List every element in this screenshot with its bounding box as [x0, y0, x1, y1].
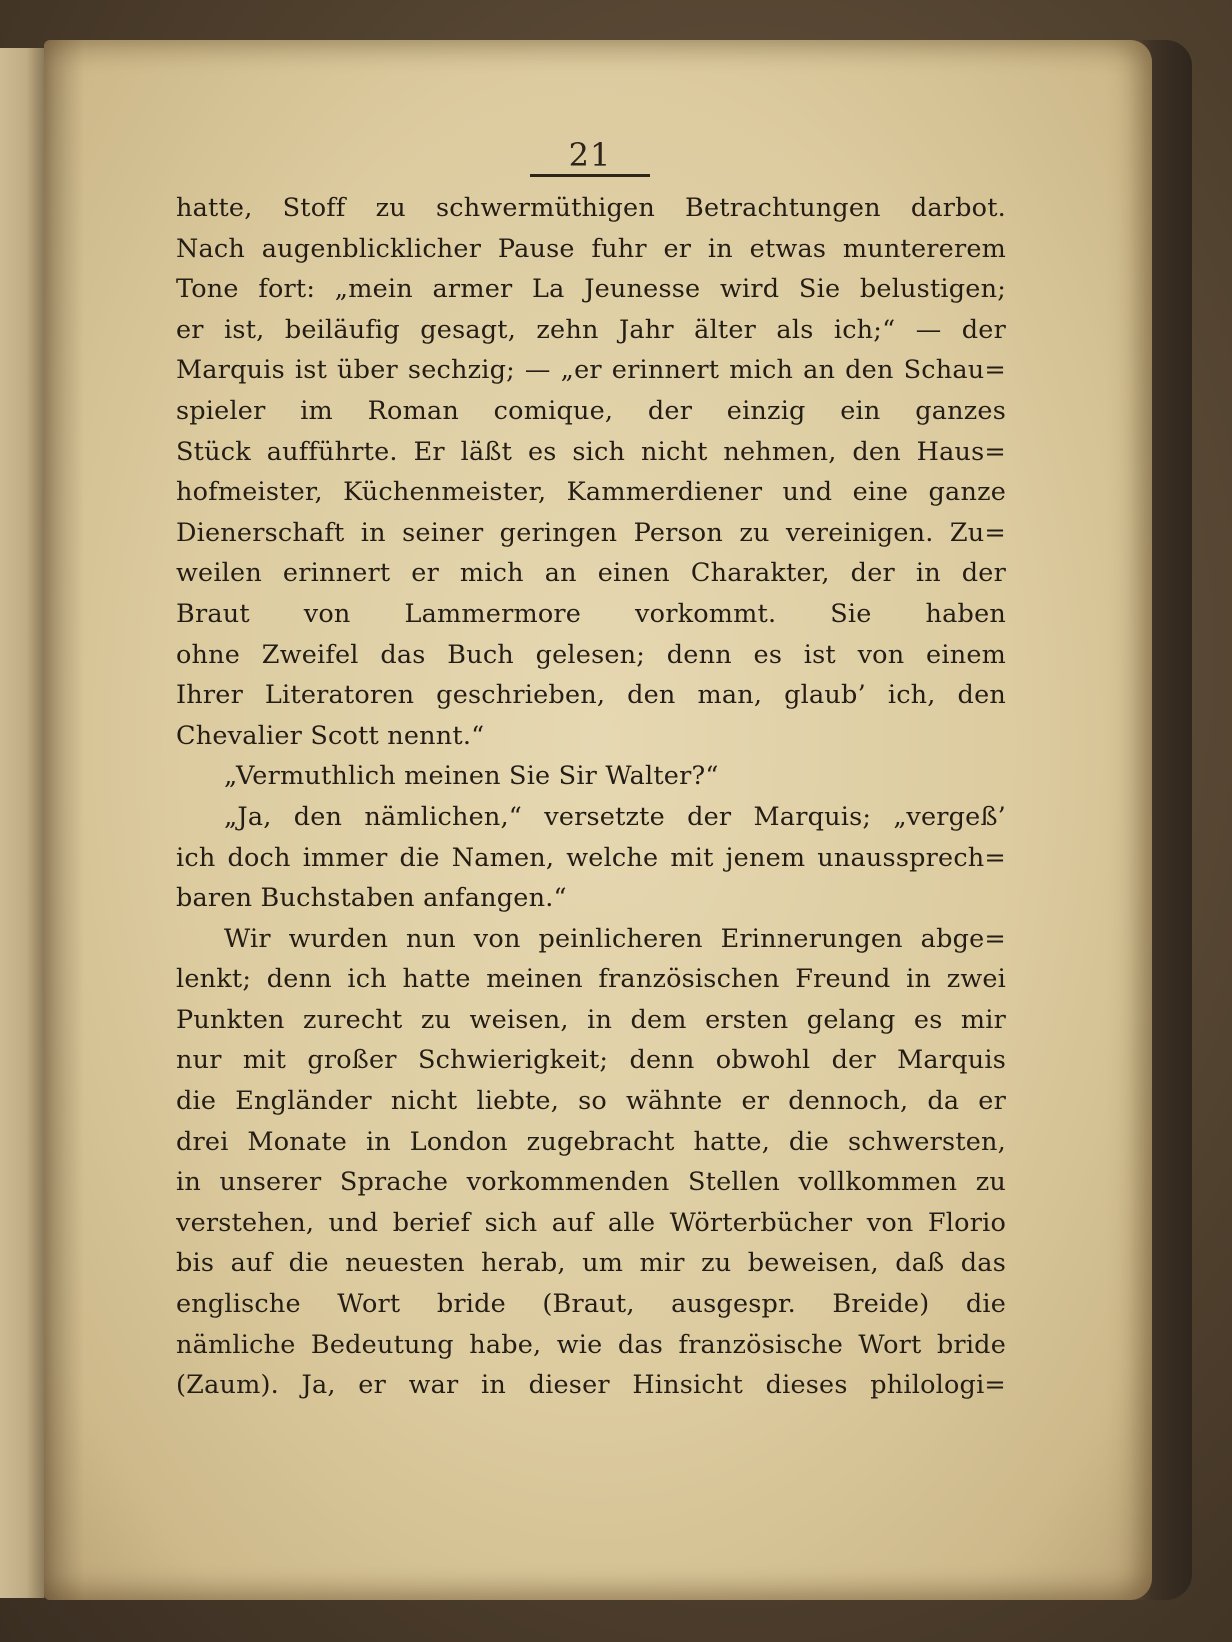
text-line: weilen erinnert er mich an einen Charakter, der in der	[176, 558, 1006, 589]
text-line: Stück aufführte. Er läßt es sich nicht nehmen, den Haus=	[176, 436, 1006, 467]
text-line: nur mit großer Schwierigkeit; denn obwohl der Marquis	[176, 1045, 1006, 1076]
text-line: Dienerschaft in seiner geringen Person zu vereinigen. Zu=	[176, 517, 1006, 548]
text-line: (Zaum). Ja, er war in dieser Hinsicht dieses philologi=	[176, 1370, 1006, 1401]
text-line: Tone fort: „mein armer La Jeunesse wird Sie belustigen;	[176, 274, 1006, 305]
text-line: Marquis ist über sechzig; — „er erinnert mich an den Schau=	[176, 355, 1006, 386]
text-line: verstehen, und berief sich auf alle Wörterbücher von Florio	[176, 1207, 1006, 1238]
text-line: Nach augenblicklicher Pause fuhr er in etwas muntererem	[176, 233, 1006, 264]
text-line: nämliche Bedeutung habe, wie das französische Wort bride	[176, 1329, 1006, 1360]
text-line: bis auf die neuesten herab, um mir zu beweisen, daß das	[176, 1248, 1006, 1279]
text-line: „Vermuthlich meinen Sie Sir Walter?“	[224, 761, 719, 792]
text-line: „Ja, den nämlichen,“ versetzte der Marquis; „vergeß’	[224, 801, 1006, 832]
text-line: er ist, beiläufig gesagt, zehn Jahr älter als ich;“ — der	[176, 314, 1006, 345]
text-line: englische Wort bride (Braut, ausgespr. Breide) die	[176, 1289, 1006, 1320]
text-line: hatte, Stoff zu schwermüthigen Betrachtungen darbot.	[176, 193, 1006, 223]
text-line: lenkt; denn ich hatte meinen französischen Freund in zwei	[176, 964, 1006, 995]
text-line: ich doch immer die Namen, welche mit jenem unaussprech=	[176, 842, 1006, 873]
text-line: drei Monate in London zugebracht hatte, die schwersten,	[176, 1126, 1006, 1157]
page-number-rule	[530, 174, 650, 177]
text-line: Punkten zurecht zu weisen, in dem ersten gelang es mir	[176, 1004, 1006, 1035]
text-line: spieler im Roman comique, der einzig ein ganzes	[176, 395, 1006, 426]
body-text	[176, 188, 1006, 1406]
gutter-shadow	[44, 40, 84, 1600]
text-line: Wir wurden nun von peinlicheren Erinnerungen abge=	[224, 923, 1006, 954]
text-line: baren Buchstaben anfangen.“	[176, 883, 567, 914]
previous-page-edge	[0, 48, 46, 1598]
text-line: ohne Zweifel das Buch gelesen; denn es ist von einem	[176, 639, 1006, 670]
page-number: 21	[568, 136, 612, 174]
text-line: Ihrer Literatoren geschrieben, den man, glaub’ ich, den	[176, 680, 1006, 711]
text-line: in unserer Sprache vorkommenden Stellen vollkommen zu	[176, 1167, 1006, 1198]
text-line: Chevalier Scott nennt.“	[176, 720, 485, 751]
text-line: die Engländer nicht liebte, so wähnte er dennoch, da er	[176, 1086, 1006, 1117]
text-line: Braut von Lammermore vorkommt. Sie haben	[176, 598, 1006, 629]
text-line: hofmeister, Küchenmeister, Kammerdiener und eine ganze	[176, 477, 1006, 508]
